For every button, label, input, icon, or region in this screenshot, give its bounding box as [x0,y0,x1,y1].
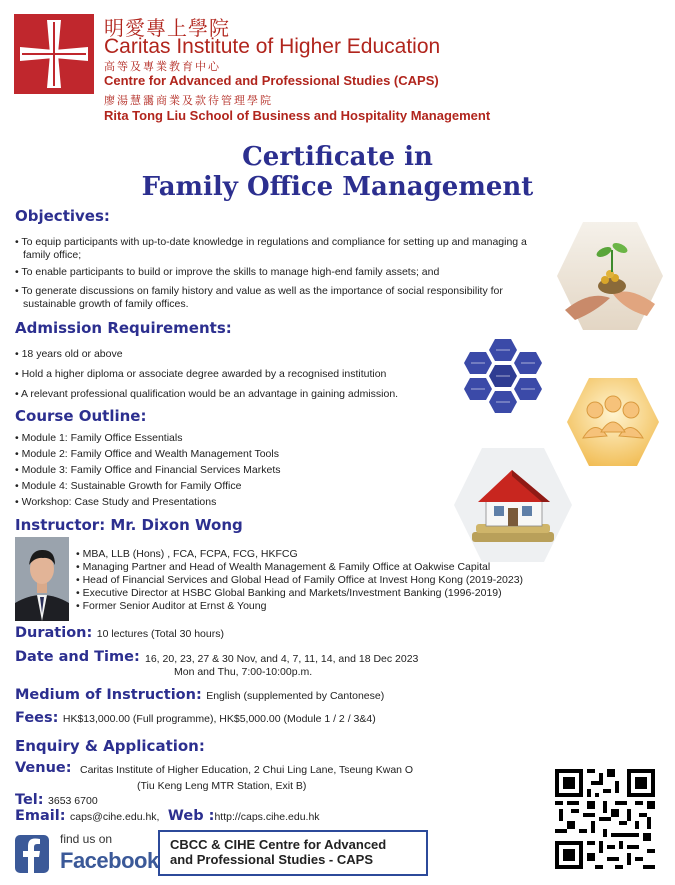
instructor-credentials-list [76,548,576,613]
list-item: • Executive Director at HSBC Global Banking and Markets/Investment Banking (1996-2019) [76,587,576,600]
instructor-photo [15,537,69,621]
teamwork-puzzle-image [565,376,661,468]
venue-address: Caritas Institute of Higher Education, 2 Chui Ling Lane, Tseung Kwan O [80,764,414,776]
school-name: Rita Tong Liu School of Business and Hospitality Management [104,108,491,123]
caps-banner-line2: and Professional Studies - CAPS [170,852,373,867]
course-title-line2: Family Office Management [141,172,534,202]
hexagon-diagram-image [462,338,544,414]
caritas-logo [14,14,94,94]
list-item: • MBA, LLB (Hons) , FCA, FCPA, FCG, HKFCG [76,548,576,561]
medium-label: Medium of Instruction: [15,687,202,703]
caps-banner-line1: CBCC & CIHE Centre for Advanced [170,837,387,852]
list-item: • To enable participants to build or improve the skills to manage high-end family assets; and [15,266,550,279]
institute-name-chinese: 明愛專上學院 [104,16,230,40]
list-item: • Managing Partner and Head of Wealth Management & Family Office at Oakwise Capital [76,561,576,574]
course-title-line1: Certificate in [242,142,433,172]
caps-banner [158,830,428,876]
list-item: • Head of Financial Services and Global Head of Family Office at Invest Hong Kong (2019-2023) [76,574,576,587]
medium-row [15,686,384,704]
web-label: Web : [167,808,215,824]
email-label: Email: [15,808,66,824]
list-item: • Workshop: Case Study and Presentations [15,496,435,509]
date-time-label: Date and Time: [15,649,140,665]
growth-hands-image [555,220,665,332]
list-item: • A relevant professional qualification would be an advantage in gaining admission. [15,388,465,401]
instructor-heading: Instructor: Mr. Dixon Wong [15,516,243,534]
list-item: • To generate discussions on family history and value as well as the importance of social responsibility for sustainable growth of family offices. [15,285,550,311]
school-name-chinese: 廖湯慧靄商業及款待管理學院 [104,94,273,107]
email-link[interactable]: caps@cihe.edu.hk, [70,811,160,823]
facebook-link[interactable]: Facebook [60,848,159,873]
course-outline-heading: Course Outline: [15,407,147,425]
medium-value: English (supplemented by Cantonese) [206,690,385,702]
find-us-text: find us on [60,832,113,846]
enquiry-heading: Enquiry & Application: [15,737,205,755]
admission-heading: Admission Requirements: [15,319,232,337]
list-item: • To equip participants with up-to-date knowledge in regulations and compliance for setting up and managing a family office; [15,236,550,262]
objectives-list [15,236,550,311]
list-item: • Module 1: Family Office Essentials [15,432,435,445]
objectives-heading: Objectives: [15,207,110,225]
email-row [15,807,320,825]
institute-name: Caritas Institute of Higher Education [104,35,441,58]
list-item: • Former Senior Auditor at Ernst & Young [76,600,576,613]
fees-value: HK$13,000.00 (Full programme), HK$5,000.00 (Module 1 / 2 / 3&4) [62,713,376,725]
venue-directions: (Tiu Keng Leng MTR Station, Exit B) [137,780,307,792]
duration-value: 10 lectures (Total 30 hours) [96,628,224,640]
facebook-icon[interactable] [15,835,49,873]
time-value: Mon and Thu, 7:00-10:00p.m. [174,666,313,678]
list-item: • 18 years old or above [15,348,465,361]
list-item: • Module 2: Family Office and Wealth Management Tools [15,448,435,461]
tel-value: 3653 6700 [48,795,98,807]
qr-code[interactable] [555,769,655,869]
tel-label: Tel: [15,792,44,808]
venue-label: Venue: [15,760,72,776]
duration-label: Duration: [15,625,93,641]
admission-list [15,348,465,401]
duration-row [15,624,224,642]
course-outline-list [15,432,435,509]
caritas-cross-icon [14,14,94,94]
list-item: • Hold a higher diploma or associate degree awarded by a recognised institution [15,368,465,381]
house-coins-image [452,446,574,564]
list-item: • Module 4: Sustainable Growth for Family Office [15,480,435,493]
centre-name: Centre for Advanced and Professional Studies (CAPS) [104,73,439,88]
fees-label: Fees: [15,710,59,726]
centre-name-chinese: 高等及專業教育中心 [104,60,221,73]
fees-row [15,709,376,727]
list-item: • Module 3: Family Office and Financial Services Markets [15,464,435,477]
web-link[interactable]: http://caps.cihe.edu.hk [214,811,320,823]
date-list: 16, 20, 23, 27 & 30 Nov, and 4, 7, 11, 14, and 18 Dec 2023 [145,653,419,665]
